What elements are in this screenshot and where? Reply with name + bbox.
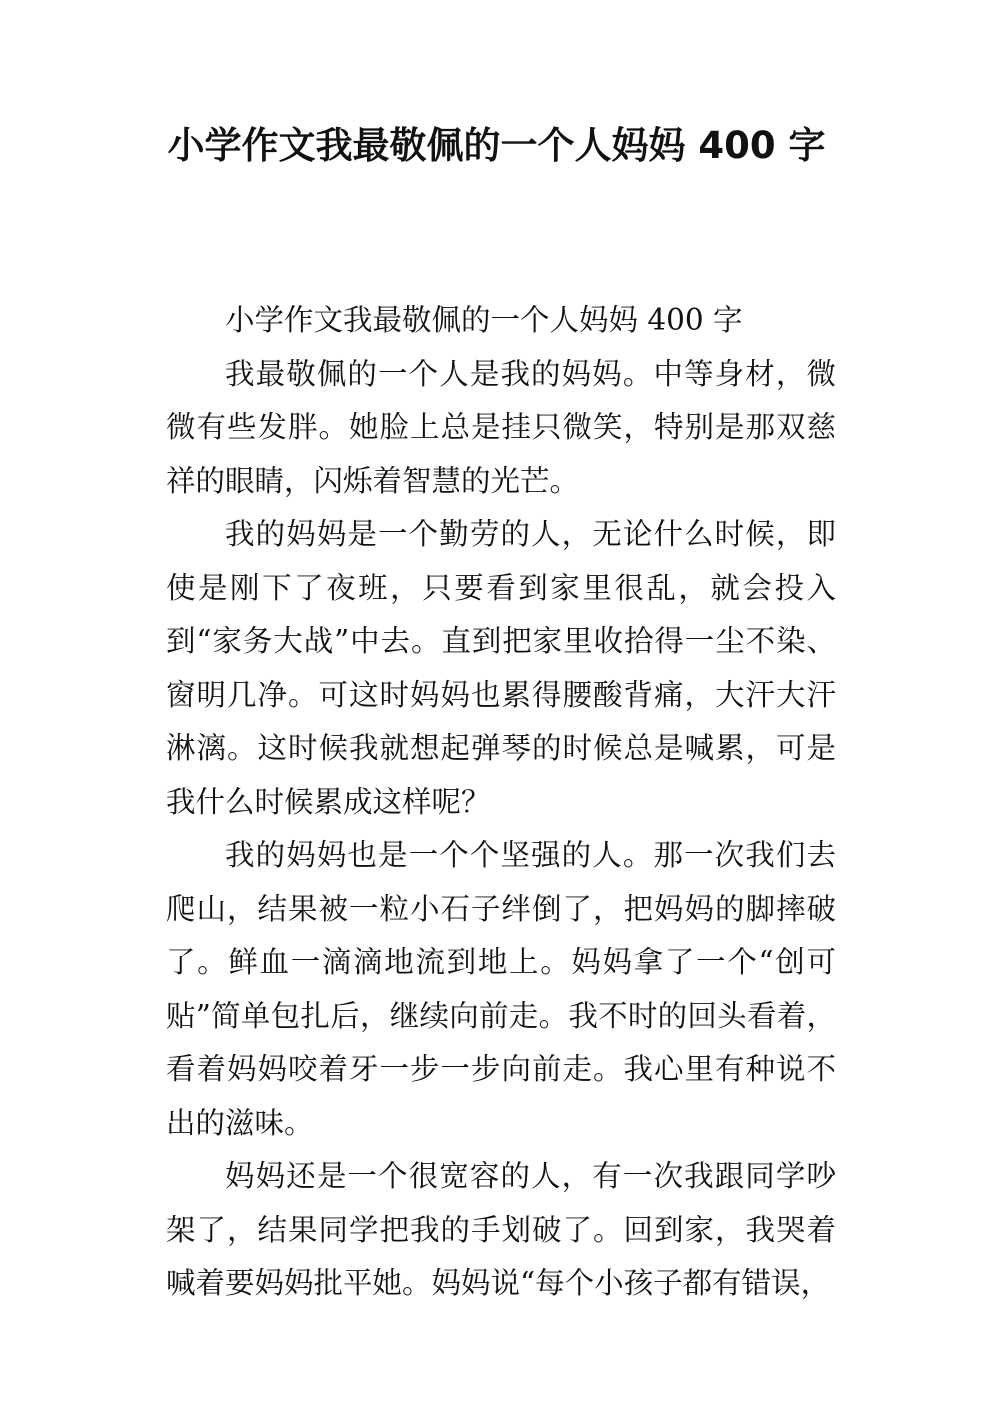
document-title: 小学作文我最敬佩的一个人妈妈 400 字 bbox=[167, 124, 826, 167]
paragraph-intro: 我最敬佩的一个人是我的妈妈。中等身材，微微有些发胖。她脸上总是挂只微笑，特别是那双慈祥的眼睛，闪烁着智慧的光芒。 bbox=[166, 356, 836, 498]
paragraph-tolerant: 妈妈还是一个很宽容的人，有一次我跟同学吵架了，结果同学把我的手划破了。回到家，我哭着喊着要妈妈批平她。妈妈说“每个小孩子都有错误， bbox=[166, 1159, 836, 1300]
paragraph-subtitle: 小学作文我最敬佩的一个人妈妈 400 字 bbox=[225, 303, 743, 337]
paragraph-strong: 我的妈妈也是一个个坚强的人。那一次我们去爬山，结果被一粒小石子绊倒了，把妈妈的脚摔破了。鲜血一滴滴地流到地上。妈妈拿了一个“创可贴”简单包扎后，继续向前走。我不时的回头看着，看着妈妈咬着牙一步一步向前走。我心里有种说不出的滋味。 bbox=[166, 838, 836, 1140]
paragraph-hardworking: 我的妈妈是一个勤劳的人，无论什么时候，即使是刚下了夜班，只要看到家里很乱，就会投入到“家务大战”中去。直到把家里收拾得一尘不染、窗明几净。可这时妈妈也累得腰酸背痛，大汗大汗淋漓。这时候我就想起弹琴的时候总是喊累，可是我什么时候累成这样呢？ bbox=[166, 517, 836, 819]
document-body bbox=[166, 294, 836, 1311]
